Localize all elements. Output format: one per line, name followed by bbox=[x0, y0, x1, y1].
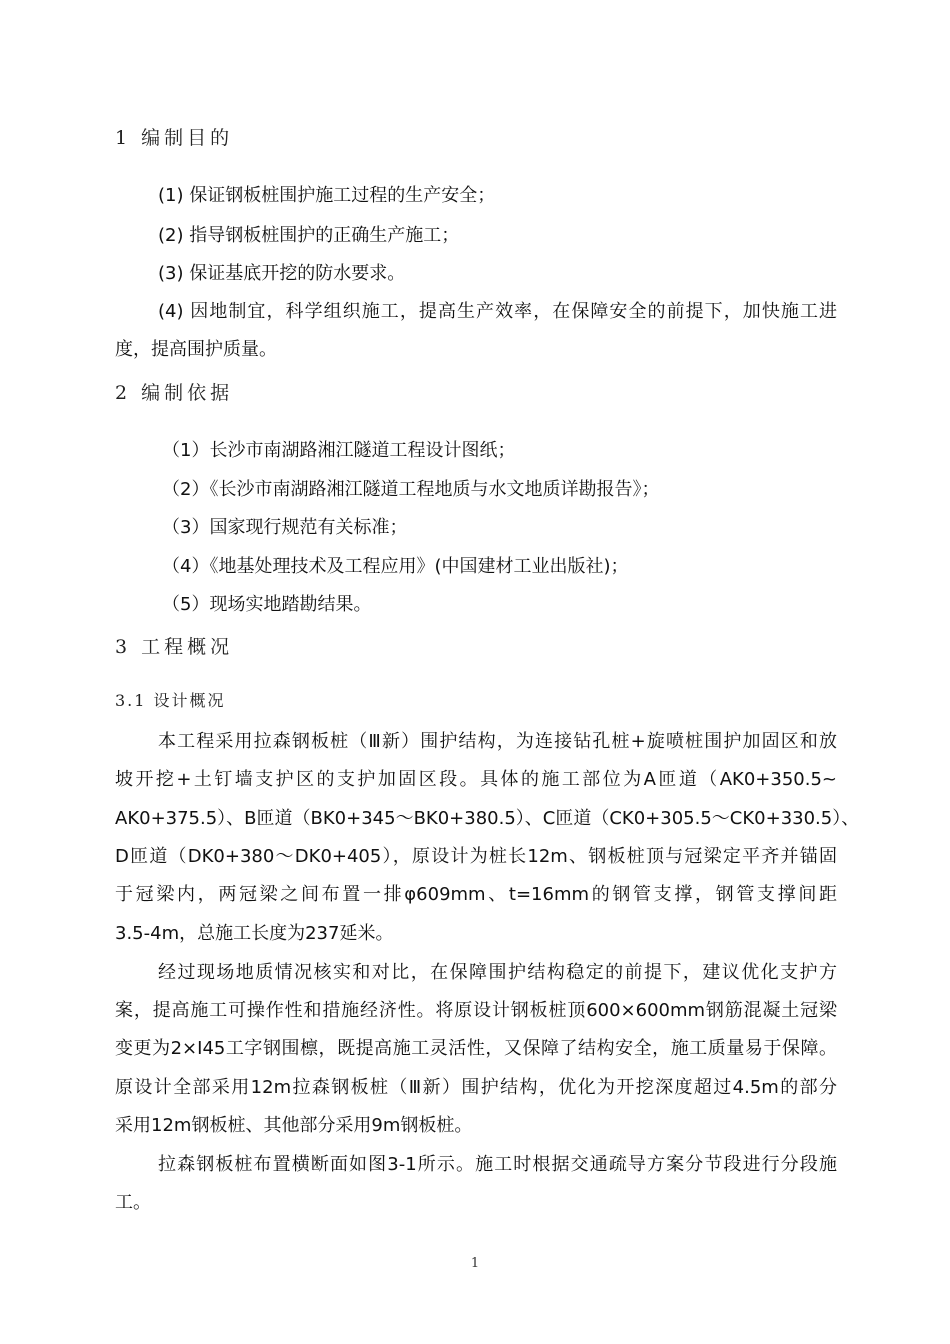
list-item: （2）《长沙市南湖路湘江隧道工程地质与水文地质详勘报告》； bbox=[162, 479, 660, 500]
list-item-continuation: 度，提高围护质量。 bbox=[115, 339, 277, 360]
paragraph-line: 变更为2×I45工字钢围檩，既提高施工灵活性，又保障了结构安全，施工质量易于保障。 bbox=[115, 1038, 837, 1059]
paragraph-line: 原设计全部采用12m拉森钢板桩（Ⅲ新）围护结构，优化为开挖深度超过4.5m的部分 bbox=[115, 1077, 837, 1098]
list-item: (4) 因地制宜，科学组织施工，提高生产效率，在保障安全的前提下，加快施工进 bbox=[158, 301, 837, 322]
paragraph-line: 采用12m钢板桩、其他部分采用9m钢板桩。 bbox=[115, 1115, 473, 1136]
section-3-heading: 3 工程概况 bbox=[115, 636, 234, 658]
page-number: 1 bbox=[470, 1256, 480, 1271]
paragraph-line: 本工程采用拉森钢板桩（Ⅲ新）围护结构，为连接钻孔桩+旋喷桩围护加固区和放 bbox=[158, 731, 837, 752]
subsection-3-1-heading: 3.1 设计概况 bbox=[115, 691, 226, 710]
list-item: (2) 指导钢板桩围护的正确生产施工； bbox=[158, 225, 460, 246]
paragraph-line: 经过现场地质情况核实和对比，在保障围护结构稳定的前提下，建议优化支护方 bbox=[158, 962, 837, 983]
paragraph-line: 于冠梁内，两冠梁之间布置一排φ609mm、t=16mm的钢管支撑，钢管支撑间距 bbox=[115, 884, 837, 905]
paragraph-line: 工。 bbox=[115, 1192, 151, 1213]
section-1-heading: 1 编制目的 bbox=[115, 127, 234, 149]
list-item: （3）国家现行规范有关标准； bbox=[162, 517, 408, 538]
paragraph-line: 3.5-4m，总施工长度为237延米。 bbox=[115, 923, 394, 944]
section-2-heading: 2 编制依据 bbox=[115, 382, 234, 404]
paragraph-line: 拉森钢板桩布置横断面如图3-1所示。施工时根据交通疏导方案分节段进行分段施 bbox=[158, 1154, 837, 1175]
paragraph-line: AK0+375.5）、B匝道（BK0+345～BK0+380.5）、C匝道（CK0+305.5～CK0+330.5）、 bbox=[115, 808, 860, 829]
list-item: （4）《地基处理技术及工程应用》(中国建材工业出版社)； bbox=[162, 556, 629, 577]
paragraph-line: 案，提高施工可操作性和措施经济性。将原设计钢板桩顶600×600mm钢筋混凝土冠梁 bbox=[115, 1000, 837, 1021]
paragraph-line: 坡开挖+土钉墙支护区的支护加固区段。具体的施工部位为A匝道（AK0+350.5~ bbox=[115, 769, 837, 790]
list-item: (1) 保证钢板桩围护施工过程的生产安全； bbox=[158, 185, 496, 206]
list-item: （1）长沙市南湖路湘江隧道工程设计图纸； bbox=[162, 440, 516, 461]
paragraph-line: D匝道（DK0+380～DK0+405），原设计为桩长12m、钢板桩顶与冠梁定平齐并锚固 bbox=[115, 846, 837, 867]
list-item: (3) 保证基底开挖的防水要求。 bbox=[158, 263, 406, 284]
list-item: （5）现场实地踏勘结果。 bbox=[162, 594, 372, 615]
